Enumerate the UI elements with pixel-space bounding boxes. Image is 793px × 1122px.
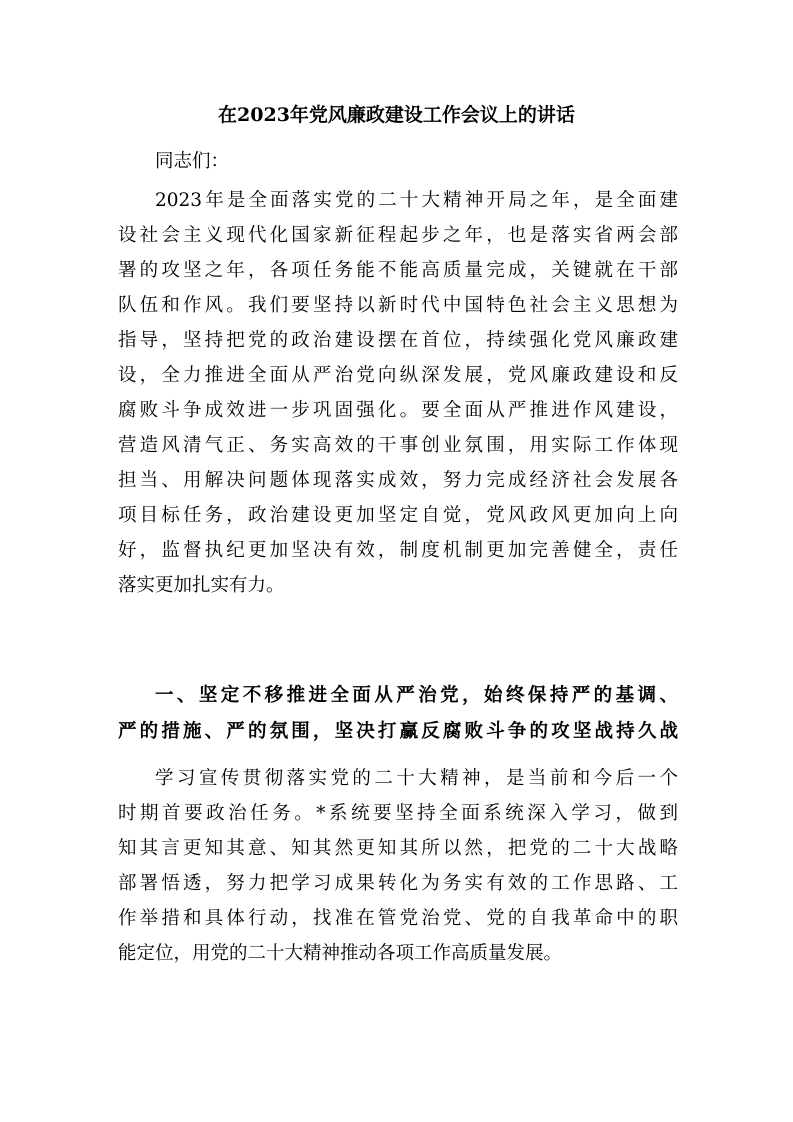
heading-line: 严的措施、严的氛围，坚决打赢反腐败斗争的攻坚战持久战 bbox=[118, 721, 678, 742]
document-title: 在2023年党风廉政建设工作会议上的讲话 bbox=[218, 104, 575, 126]
paragraph-1 bbox=[118, 183, 678, 603]
heading-line: 一、坚定不移推进全面从严治党，始终保持严的基调、 bbox=[155, 685, 678, 706]
section-heading-1 bbox=[118, 678, 678, 750]
paragraph-line: 能定位，用党的二十大精神推动各项工作高质量发展。 bbox=[118, 943, 563, 964]
paragraph-line: 学习宣传贯彻落实党的二十大精神，是当前和今后一个 bbox=[155, 768, 678, 789]
paragraph-line: 作举措和具体行动，找准在管党治党、党的自我革命中的职 bbox=[118, 908, 678, 929]
paragraph-line: 2023年是全面落实党的二十大精神开局之年，是全面建 bbox=[155, 190, 678, 211]
paragraph-2 bbox=[118, 761, 678, 971]
paragraph-line: 署的攻坚之年，各项任务能不能高质量完成，关键就在干部 bbox=[118, 260, 678, 281]
paragraph-line: 知其言更知其意、知其然更知其所以然，把党的二十大战略 bbox=[118, 838, 678, 859]
salutation bbox=[118, 144, 678, 179]
paragraph-line: 指导，坚持把党的政治建设摆在首位，持续强化党风廉政建 bbox=[118, 330, 678, 351]
paragraph-line: 担当、用解决问题体现落实成效，努力完成经济社会发展各 bbox=[118, 470, 678, 491]
paragraph-line: 腐败斗争成效进一步巩固强化。要全面从严推进作风建设， bbox=[118, 400, 678, 421]
paragraph-line: 好，监督执纪更加坚决有效，制度机制更加完善健全，责任 bbox=[118, 540, 678, 561]
salutation-text: 同志们： bbox=[155, 151, 230, 172]
paragraph-line: 项目标任务，政治建设更加坚定自觉，党风政风更加向上向 bbox=[118, 505, 678, 526]
paragraph-line: 设，全力推进全面从严治党向纵深发展，党风廉政建设和反 bbox=[118, 365, 678, 386]
paragraph-line: 部署悟透，努力把学习成果转化为务实有效的工作思路、工 bbox=[118, 873, 678, 894]
paragraph-line: 设社会主义现代化国家新征程起步之年，也是落实省两会部 bbox=[118, 225, 678, 246]
paragraph-line: 落实更加扎实有力。 bbox=[118, 575, 285, 596]
paragraph-line: 营造风清气正、务实高效的干事创业氛围，用实际工作体现 bbox=[118, 435, 678, 456]
paragraph-line: 队伍和作风。我们要坚持以新时代中国特色社会主义思想为 bbox=[118, 295, 678, 316]
paragraph-line: 时期首要政治任务。*系统要坚持全面系统深入学习，做到 bbox=[118, 803, 678, 824]
